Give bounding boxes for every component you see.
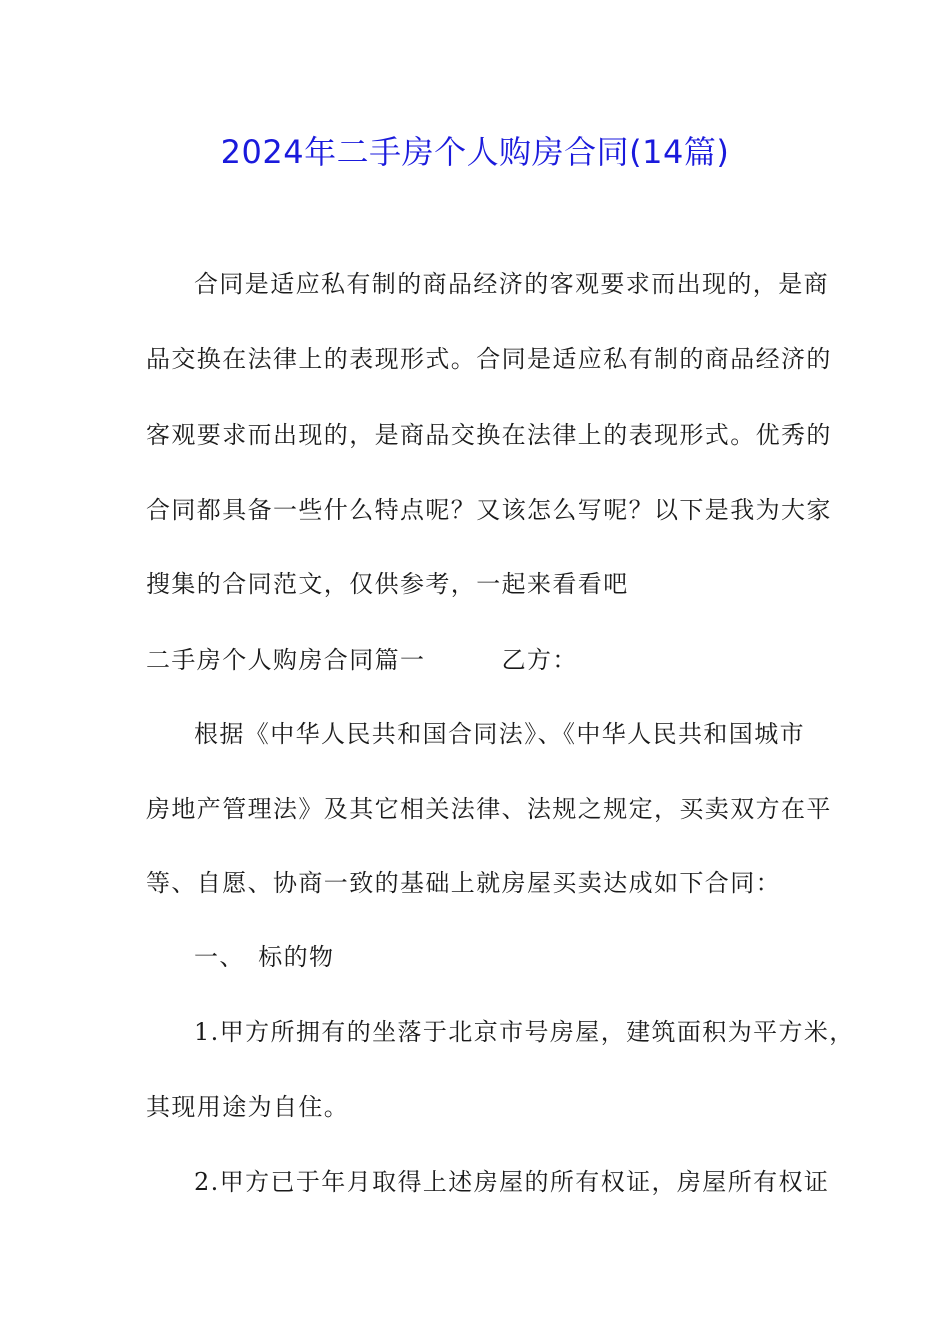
paragraph-line: 客观要求而出现的，是商品交换在法律上的表现形式。优秀的: [146, 421, 832, 449]
paragraph-line: 合同都具备一些什么特点呢？又该怎么写呢？以下是我为大家: [146, 496, 832, 524]
paragraph-line: 1.甲方所拥有的坐落于北京市号房屋，建筑面积为平方米，: [194, 1018, 855, 1046]
paragraph-line: 品交换在法律上的表现形式。合同是适应私有制的商品经济的: [146, 345, 832, 373]
paragraph-line: 房地产管理法》及其它相关法律、法规之规定，买卖双方在平: [146, 795, 832, 823]
section-heading: 二手房个人购房合同篇一 乙方：: [146, 646, 578, 674]
paragraph-line: 根据《中华人民共和国合同法》、《中华人民共和国城市: [194, 720, 805, 748]
paragraph-line: 其现用途为自住。: [146, 1093, 350, 1121]
paragraph-line: 搜集的合同范文，仅供参考，一起来看看吧: [146, 570, 629, 598]
clause-heading: 一、 标的物: [194, 943, 335, 971]
paragraph-line: 合同是适应私有制的商品经济的客观要求而出现的，是商: [194, 270, 829, 298]
paragraph-line: 等、自愿、协商一致的基础上就房屋买卖达成如下合同：: [146, 869, 781, 897]
paragraph-line: 2.甲方已于年月取得上述房屋的所有权证，房屋所有权证: [194, 1168, 830, 1196]
document-title: 2024年二手房个人购房合同(14篇): [220, 133, 730, 171]
